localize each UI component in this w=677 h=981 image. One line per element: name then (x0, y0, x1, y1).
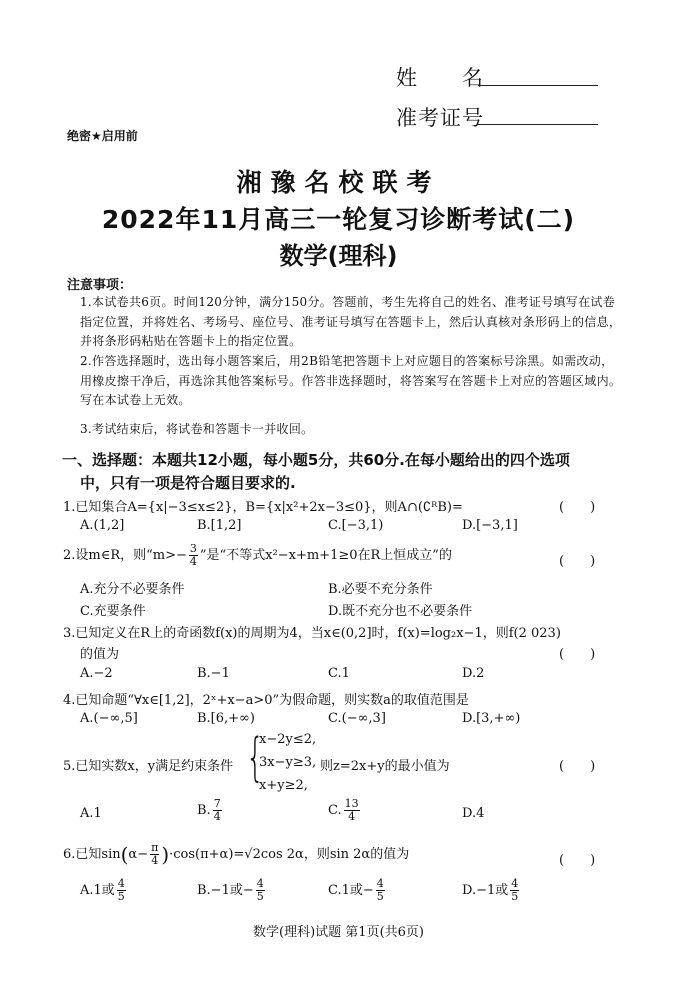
q6-pi-num: π (151, 841, 159, 854)
q2-option-d: D.既不充分也不必要条件 (328, 604, 473, 619)
q6-pi-den: 4 (151, 854, 159, 867)
q6-option-d-num: 4 (511, 877, 519, 890)
notes-heading: 注意事项： (67, 278, 133, 293)
q6-option-d-den: 5 (511, 890, 519, 903)
q5-option-d: D.4 (462, 806, 485, 821)
exam-title-2: 2022年11月高三一轮复习诊断考试(二) (101, 205, 576, 234)
q3-stem: 3.已知定义在R上的奇函数f(x)的周期为4，当x∈(0,2]时，f(x)=log₂x−1，则f(2 023) (63, 626, 561, 641)
q6-option-b-num: 4 (256, 877, 264, 890)
q5-brace: { (246, 728, 265, 788)
q1-option-b: B.[1,2] (197, 518, 242, 533)
q6-option-a-fraction (117, 878, 126, 903)
q6-option-b-den: 5 (256, 890, 264, 903)
q5-constraint-1: x−2y≤2, (259, 732, 317, 747)
q2-stem-post: ”是“不等式x²−x+m+1≥0在R上恒成立”的 (199, 548, 452, 563)
q1-stem: 1.已知集合A={x|−3≤x≤2}，B={x|x²+2x−3≤0}，则A∩(∁ᴿB)= (63, 500, 463, 515)
q2-stem (63, 543, 452, 568)
exam-title-3: 数学(理科) (279, 242, 398, 270)
section-heading-line2: 中，只有一项是符合题目要求的. (80, 474, 296, 492)
q6-stem-pre: 6.已知sin (63, 847, 121, 862)
q6-option-a (80, 878, 128, 903)
q2-frac-num: 3 (189, 542, 197, 555)
q3-option-b: B.−1 (197, 666, 230, 681)
exam-id-underline (478, 124, 598, 125)
q5-answer-paren: ( ) (559, 759, 596, 774)
q3-option-c: C.1 (328, 666, 350, 681)
q6-close-paren: ) (161, 842, 170, 867)
q6-option-b-fraction (256, 878, 265, 903)
q2-fraction (189, 543, 198, 568)
q2-option-c: C.充要条件 (80, 604, 146, 619)
q4-option-c: C.(−∞,3] (328, 711, 386, 726)
secret-label: 绝密★启用前 (67, 129, 138, 143)
q6-stem-mid: ·cos(π+α)=√2cos 2α，则sin 2α的值为 (169, 847, 410, 862)
q6-option-c-num: 4 (376, 877, 384, 890)
q2-option-b: B.必要不充分条件 (328, 582, 433, 597)
q5-option-c-num: 13 (344, 797, 359, 810)
q5-stem-post: 则z=2x+y的最小值为 (320, 759, 450, 774)
note-2: 2.作答选择题时，选出每小题答案后，用2B铅笔把答题卡上对应题目的答案标号涂黑。如需改动，用橡皮擦干净后，再选涂其他答案标号。作答非选择题时，将答案写在答题卡上对应的答题区域内。写在本试卷上无效。 (80, 354, 622, 407)
q5-option-c-den: 4 (348, 810, 356, 823)
note-1: 1.本试卷共6页。时间120分钟，满分150分。答题前，考生先将自己的姓名、准考证号填写在试卷指定位置，并将姓名、考场号、座位号、准考证号填写在答题卡上，然后认真核对条形码上的信息，并将条形码粘贴在答题卡上的指定位置。 (80, 295, 622, 348)
q6-pi-fraction (150, 842, 159, 867)
q5-option-b-den: 4 (213, 810, 221, 823)
q6-option-d (462, 878, 521, 903)
section-heading-line1: 一、选择题：本题共12小题，每小题5分，共60分.在每小题给出的四个选项 (62, 451, 570, 469)
q6-option-b-label: B.−1或− (197, 883, 254, 898)
q5-option-c-label: C. (328, 803, 342, 818)
q5-option-b-label: B. (197, 803, 211, 818)
q2-answer-paren: ( ) (559, 554, 596, 569)
q6-option-a-label: A.1或 (80, 883, 115, 898)
q5-option-b (197, 798, 224, 823)
q1-option-a: A.(1,2] (80, 518, 125, 533)
exam-id-label: 准考证号 (396, 106, 484, 130)
q6-option-a-den: 5 (117, 890, 125, 903)
q6-option-b (197, 878, 267, 903)
name-label: 姓 名 (396, 66, 484, 90)
q6-option-a-num: 4 (117, 877, 125, 890)
q6-alpha-minus: α− (128, 847, 149, 862)
q5-option-b-fraction (213, 798, 222, 823)
q5-constraint-2: 3x−y≥3, (259, 755, 317, 770)
q5-option-b-num: 7 (213, 797, 221, 810)
q6-stem (63, 842, 409, 867)
q2-option-a: A.充分不必要条件 (80, 582, 185, 597)
q4-option-d: D.[3,+∞) (462, 711, 521, 726)
q6-option-c-den: 5 (376, 890, 384, 903)
q4-stem: 4.已知命题“∀x∈[1,2]，2ˣ+x−a>0”为假命题，则实数a的取值范围是 (63, 693, 469, 708)
q5-option-c (328, 798, 362, 823)
q3-answer-paren: ( ) (559, 647, 596, 662)
q6-option-c-fraction (376, 878, 385, 903)
q4-option-a: A.(−∞,5] (80, 711, 138, 726)
note-3: 3.考试结束后，将试卷和答题卡一并收回。 (80, 422, 314, 436)
q5-stem-pre: 5.已知实数x，y满足约束条件 (63, 759, 234, 774)
q2-stem-pre: 2.设m∈R，则“m>− (63, 548, 187, 563)
q6-option-d-label: D.−1或 (462, 883, 509, 898)
page-footer: 数学(理科)试题 第1页(共6页) (253, 925, 424, 940)
q3-option-d: D.2 (462, 666, 485, 681)
q6-open-paren: ( (120, 842, 129, 867)
q1-option-d: D.[−3,1] (462, 518, 518, 533)
exam-title-1: 湘豫名校联考 (236, 168, 441, 197)
q3-stem-cont: 的值为 (80, 647, 120, 662)
q3-option-a: A.−2 (80, 666, 113, 681)
q2-frac-den: 4 (189, 555, 197, 568)
q6-option-c-label: C.1或− (328, 883, 374, 898)
q5-option-a: A.1 (80, 806, 102, 821)
q5-constraint-3: x+y≥2, (259, 778, 308, 793)
q1-option-c: C.[−3,1) (328, 518, 384, 533)
name-underline (478, 85, 598, 86)
q5-option-c-fraction (344, 798, 360, 823)
q6-option-d-fraction (510, 878, 519, 903)
q6-option-c (328, 878, 387, 903)
q6-answer-paren: ( ) (559, 853, 596, 868)
q1-answer-paren: ( ) (559, 500, 596, 515)
q4-option-b: B.[6,+∞) (197, 711, 255, 726)
